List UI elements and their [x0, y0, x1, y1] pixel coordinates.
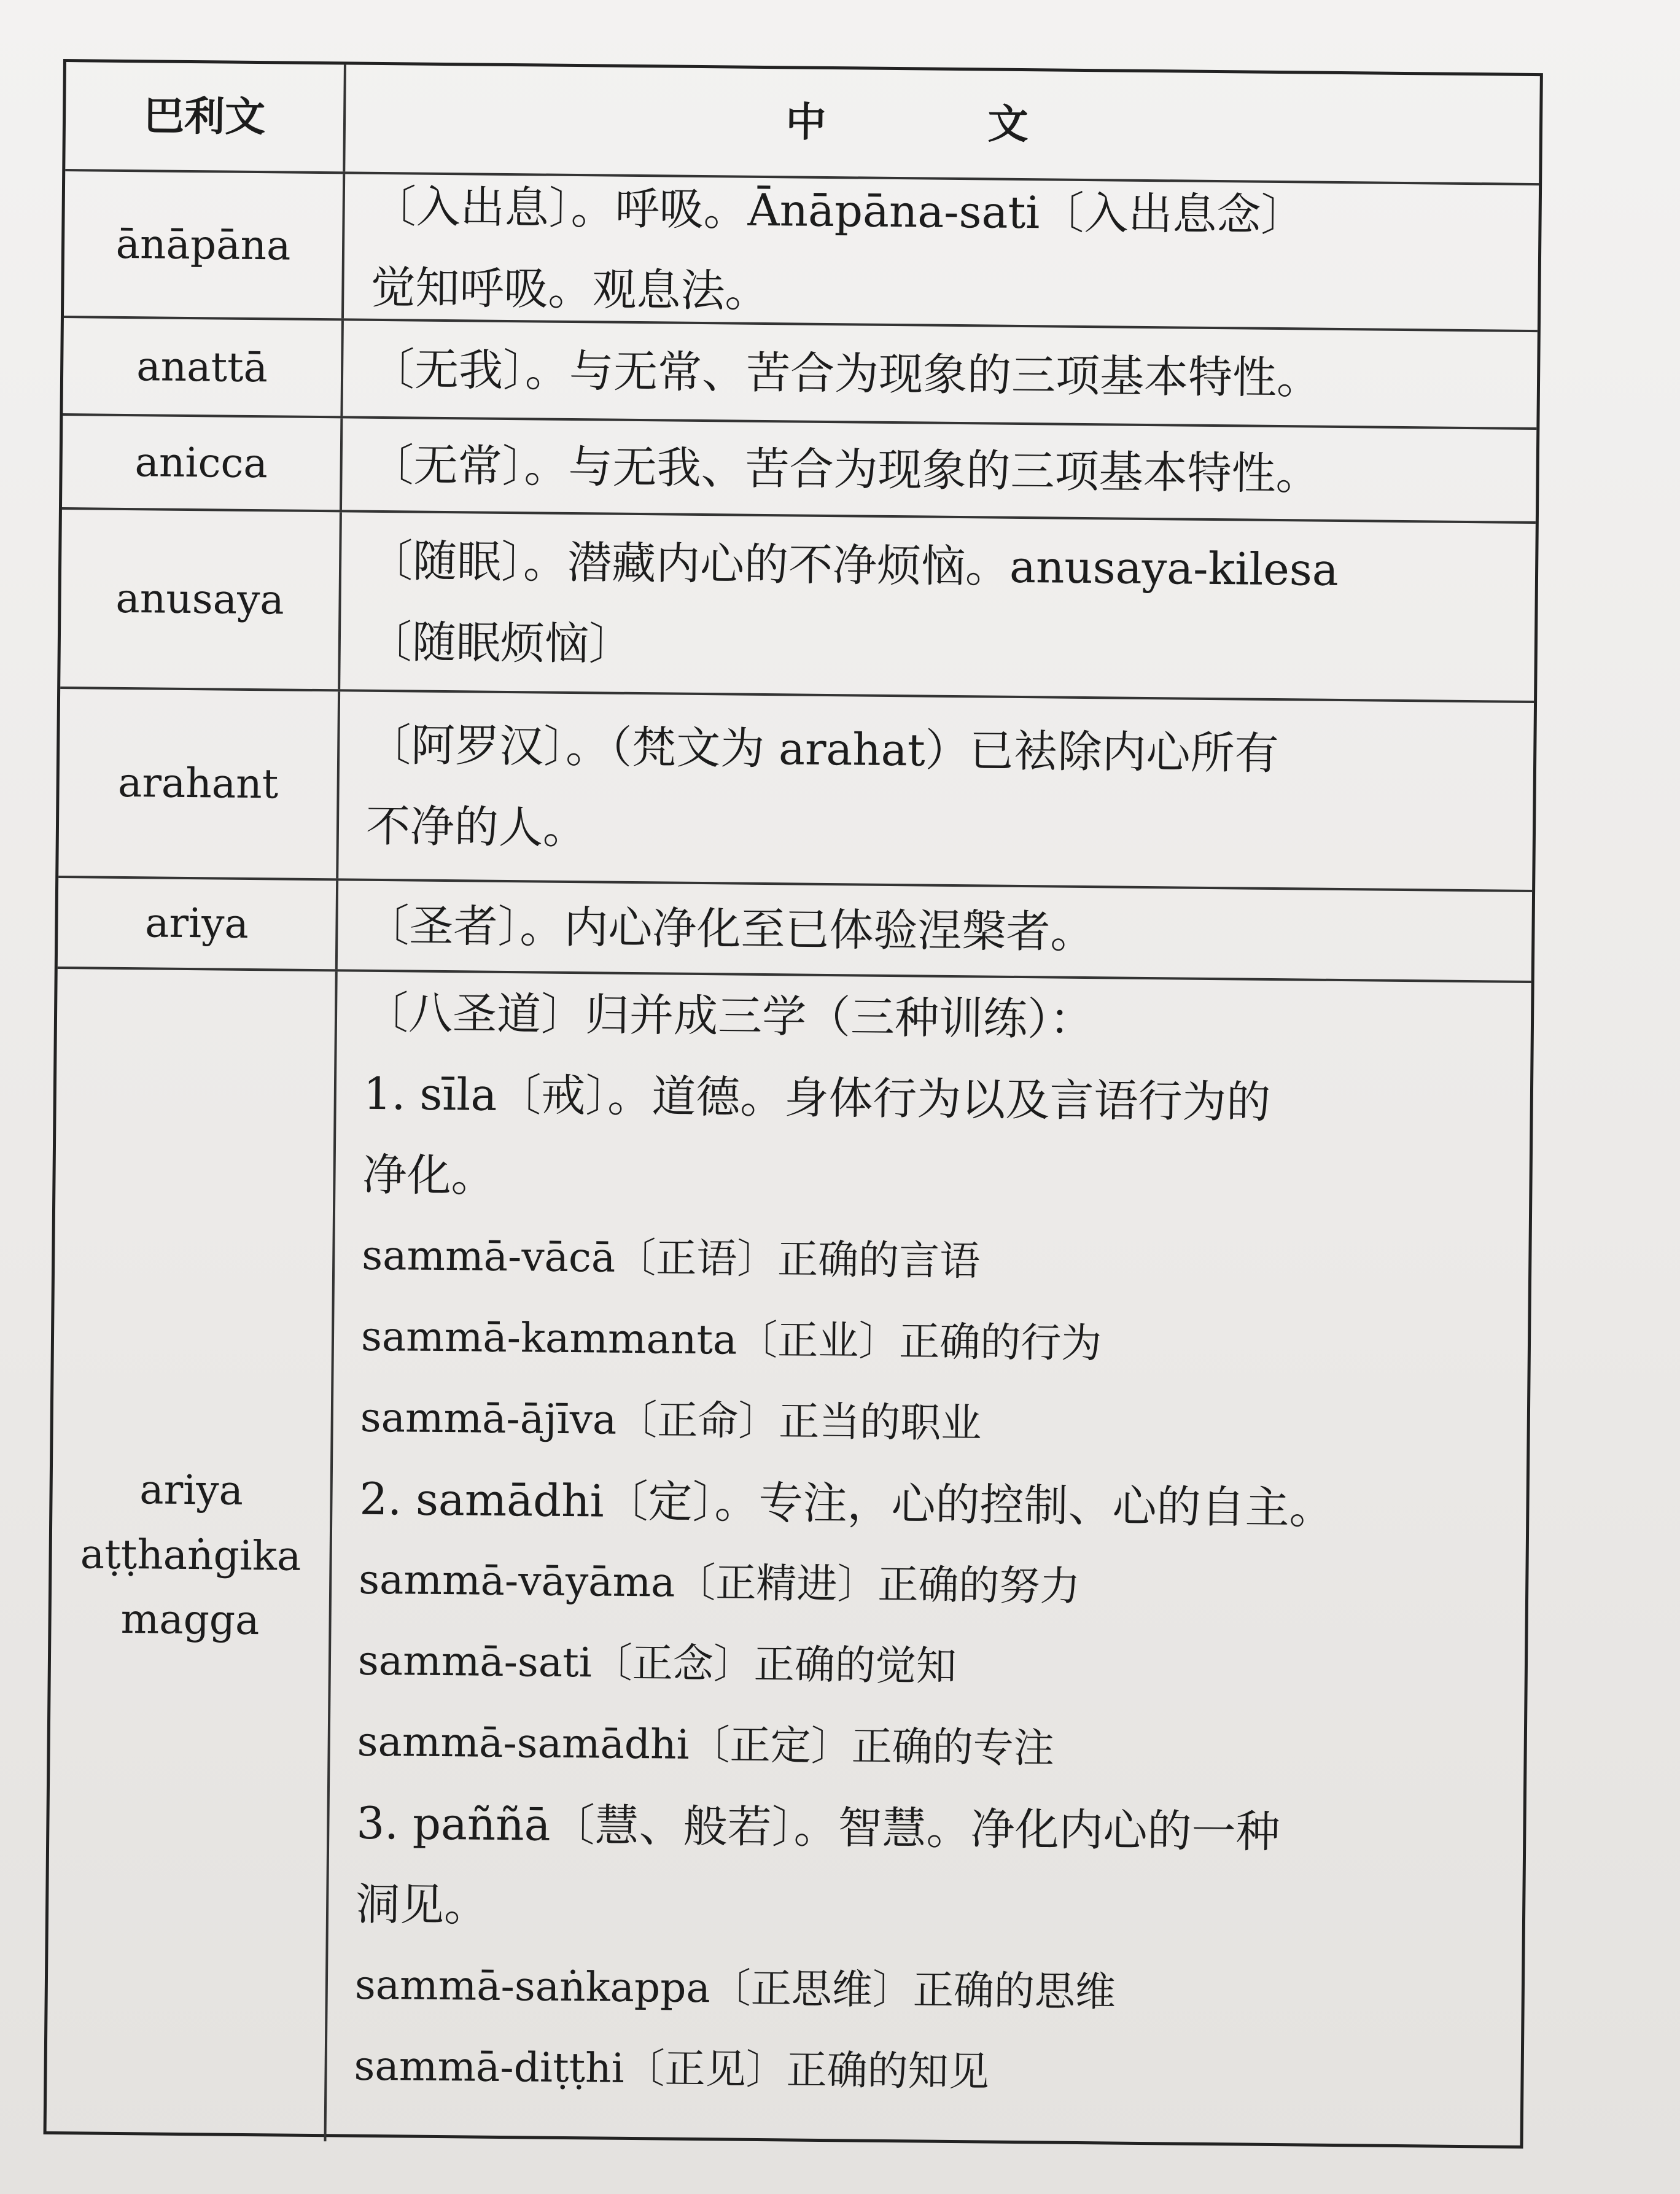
definition-line: 洞见。: [355, 1878, 489, 1931]
definition-line: 觉知呼吸。观息法。: [371, 261, 769, 317]
pali-term-line: aṭṭhaṅgika: [80, 1530, 301, 1580]
pali-term: [60, 510, 342, 689]
pali-term: [58, 689, 340, 878]
definition-line: 1. sīla〔戒〕。道德。身体行为以及言语行为的: [363, 1067, 1271, 1128]
header-pali: 巴利文: [65, 62, 346, 171]
table-row: [60, 510, 1536, 703]
pali-term-line: ariya: [144, 899, 249, 948]
pali-term: [46, 969, 337, 2141]
definition-line: sammā-diṭṭhi〔正见〕正确的知见: [354, 2042, 990, 2096]
definition-line: 2. samādhi〔定〕。专注，心的控制、心的自主。: [359, 1472, 1334, 1534]
definition-line: sammā-saṅkappa〔正思维〕正确的思维: [354, 1961, 1116, 2016]
pali-term-line: anattā: [136, 342, 268, 391]
pali-term-line: anusaya: [115, 575, 285, 624]
chinese-definition: [338, 691, 1534, 890]
definition-line: 〔八圣道〕归并成三学（三种训练）：: [364, 986, 1094, 1046]
chinese-definition: [338, 881, 1532, 981]
chinese-definition: [343, 321, 1537, 427]
chinese-definition: [340, 512, 1536, 701]
chinese-definition: [342, 418, 1536, 521]
pali-term-line: anicca: [134, 438, 268, 487]
definition-line: 〔随眠烦恼〕: [367, 615, 634, 670]
definition-line: 〔入出息〕。呼吸。Ānāpāna-sati〔入出息念〕: [371, 180, 1305, 241]
definition-line: 净化。: [362, 1148, 496, 1202]
definition-line: 〔随眠〕。潜藏内心的不净烦恼。anusaya-kilesa: [368, 534, 1339, 596]
table-row: [63, 318, 1537, 430]
definition-line: sammā-kammanta〔正业〕正确的行为: [360, 1312, 1102, 1367]
table-row: [58, 878, 1532, 983]
pali-term: [58, 878, 338, 969]
pali-term-line: magga: [120, 1595, 260, 1644]
definition-line: 〔阿罗汉〕。（梵文为 arahat）已袪除内心所有: [366, 718, 1280, 780]
definition-line: sammā-vācā〔正语〕正确的言语: [361, 1231, 981, 1285]
definition-line: sammā-vāyāma〔正精进〕正确的努力: [358, 1555, 1081, 1611]
pali-term-line: arahant: [117, 759, 279, 808]
table-row: [64, 171, 1539, 332]
definition-line: 不净的人。: [365, 799, 588, 854]
chinese-definition: [326, 971, 1531, 2153]
definition-line: sammā-sati〔正念〕正确的觉知: [357, 1636, 957, 1690]
definition-line: 3. paññā〔慧、般若〕。智慧。净化内心的一种: [356, 1797, 1281, 1858]
definition-line: sammā-ājīva〔正命〕正当的职业: [360, 1393, 982, 1447]
table-row: [62, 416, 1536, 524]
pali-term: [63, 318, 343, 416]
definition-line: 〔无我〕。与无常、苦合为现象的三项基本特性。: [370, 343, 1321, 404]
pali-term-line: ariya: [139, 1466, 244, 1515]
definition-line: sammā-samādhi〔正定〕正确的专注: [357, 1717, 1055, 1772]
header-chinese: 中 文: [785, 98, 1102, 149]
chinese-definition: [344, 174, 1539, 330]
pali-term: [62, 416, 343, 510]
definition-line: 〔无常〕。与无我、苦合为现象的三项基本特性。: [369, 438, 1321, 500]
definition-line: 〔圣者〕。内心净化至已体验涅槃者。: [365, 899, 1095, 959]
pali-term: [64, 171, 345, 318]
table-row: [58, 689, 1534, 892]
pali-term-line: ānāpāna: [115, 220, 291, 270]
table-header: [65, 62, 1540, 185]
table-row: [46, 969, 1531, 2153]
glossary-table: [44, 59, 1543, 2149]
